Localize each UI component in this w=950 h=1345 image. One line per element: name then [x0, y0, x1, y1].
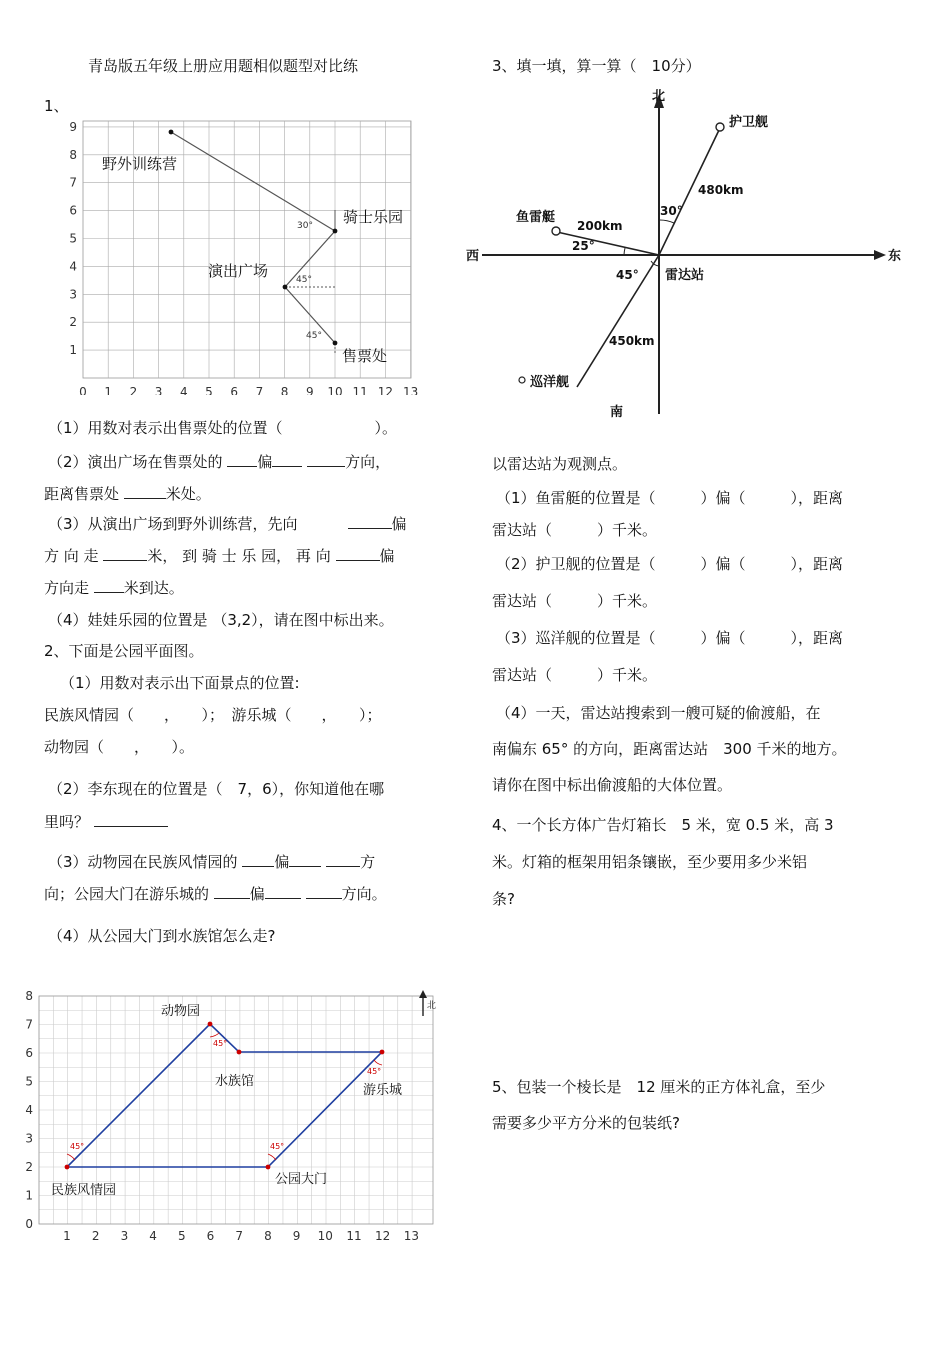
angle-45-label: 45°: [616, 268, 639, 282]
y-tick: 9: [69, 119, 77, 134]
y-tick: 2: [69, 315, 77, 330]
amusement-label: 游乐城: [363, 1083, 403, 1098]
east-arrow-icon: [874, 250, 886, 260]
blank[interactable]: [306, 884, 342, 899]
page-title: 青岛版五年级上册应用题相似题型对比练: [88, 57, 359, 75]
q4-line3: 条?: [492, 890, 515, 908]
x-tick: 10: [327, 385, 343, 395]
q1-sub2-cont: 距离售票处 米处。: [44, 485, 211, 503]
east-label: 东: [888, 249, 902, 264]
radar-label: 雷达站: [665, 268, 705, 283]
frigate-point: [716, 123, 724, 131]
zoo-point: [208, 1022, 213, 1027]
torpedo-point: [552, 227, 560, 235]
q3-sub1: （1）鱼雷艇的位置是（ ）偏（ ），距离: [496, 489, 844, 507]
x-tick: 1: [104, 385, 113, 395]
plaza-point: [283, 285, 288, 290]
distance-450-label: 450km: [609, 334, 655, 348]
blank[interactable]: [289, 852, 321, 867]
q5-line2: 需要多少平方分米的包装纸?: [492, 1114, 680, 1132]
north-label: 北: [652, 89, 666, 104]
q2-sub4: （4）从公园大门到水族馆怎么走?: [48, 927, 276, 945]
blank[interactable]: [124, 484, 166, 499]
blank[interactable]: [103, 546, 147, 561]
x-tick: 11: [352, 385, 368, 395]
distance-480-label: 480km: [698, 183, 744, 197]
gate-label: 公园大门: [275, 1172, 328, 1187]
knight-point: [333, 229, 338, 234]
q1-sub2: （2）演出广场在售票处的 偏 方向，: [48, 453, 391, 471]
y-tick: 6: [25, 1046, 33, 1060]
q3-sub1b: 雷达站（ ）千米。: [492, 521, 658, 539]
angle-amusement: 45°: [367, 1067, 382, 1076]
aquarium-label: 水族馆: [215, 1074, 255, 1089]
x-tick: 7: [255, 385, 264, 395]
q5-line1: 5、包装一个棱长是 12 厘米的正方体礼盒，至少: [492, 1078, 826, 1096]
x-tick: 5: [205, 385, 213, 395]
blank[interactable]: [336, 546, 380, 561]
x-tick: 8: [264, 1229, 272, 1243]
y-tick: 4: [25, 1103, 33, 1117]
ticket-point: [333, 341, 338, 346]
q3-sub4c: 请你在图中标出偷渡船的大体位置。: [492, 776, 733, 794]
angle-30-label: 30°: [660, 204, 683, 218]
torpedo-label: 鱼雷艇: [516, 210, 556, 225]
west-label: 西: [466, 249, 480, 264]
blank[interactable]: [94, 578, 124, 593]
x-tick: 2: [129, 385, 138, 395]
blank[interactable]: [214, 884, 250, 899]
angle-folk: 45°: [70, 1142, 85, 1151]
q2-sub3: （3）动物园在民族风情园的 偏 方: [48, 853, 376, 871]
cruiser-point: [519, 377, 525, 383]
x-tick: 13: [403, 1229, 420, 1243]
angle-zoo: 45°: [213, 1039, 228, 1048]
camp-point: [169, 130, 174, 135]
gate-point: [266, 1165, 271, 1170]
q1-number: 1、: [44, 97, 69, 115]
y-tick: 3: [69, 287, 77, 302]
x-tick: 2: [91, 1229, 100, 1243]
q4-line2: 米。灯箱的框架用铝条镶嵌，至少要用多少米铝: [492, 853, 808, 871]
blank[interactable]: [265, 884, 301, 899]
y-tick: 0: [25, 1217, 33, 1231]
aquarium-point: [237, 1050, 242, 1055]
q3-title: 3、填一填，算一算（ 10分）: [492, 57, 701, 75]
y-tick: 1: [25, 1188, 33, 1203]
angle-45a-label: 45°: [296, 275, 312, 285]
q3-sub4b: 南偏东 65° 的方向，距离雷达站 300 千米的地方。: [492, 740, 847, 758]
x-tick: 3: [120, 1229, 129, 1243]
x-tick: 9: [305, 385, 314, 395]
q2-sub2b: 里吗？: [44, 812, 168, 832]
south-label: 南: [610, 405, 624, 420]
camp-label: 野外训练营: [102, 155, 178, 173]
ticket-label: 售票处: [342, 347, 388, 365]
knight-label: 骑士乐园: [343, 208, 404, 226]
q2-sub1a: 民族风情园（ ， ）； 游乐城（ ， ）；: [44, 706, 382, 724]
q2-sub3b: 向；公园大门在游乐城的 偏 方向。: [44, 885, 387, 903]
y-tick: 7: [25, 1017, 33, 1032]
q3-sub3b: 雷达站（ ）千米。: [492, 666, 658, 684]
x-tick: 3: [154, 385, 163, 395]
y-tick: 5: [69, 231, 77, 246]
distance-200-label: 200km: [577, 219, 623, 233]
blank[interactable]: [348, 514, 392, 529]
blank[interactable]: [227, 452, 257, 467]
x-tick: 12: [377, 385, 394, 395]
y-tick: 6: [69, 203, 77, 218]
plaza-label: 演出广场: [208, 262, 269, 280]
q1-sub1: （1）用数对表示出售票处的位置（ ）。: [48, 419, 398, 437]
y-tick: 4: [69, 259, 77, 274]
frigate-label: 护卫舰: [729, 115, 769, 130]
cruiser-label: 巡洋舰: [530, 375, 570, 390]
x-tick: 9: [292, 1229, 301, 1243]
y-tick: 8: [25, 989, 33, 1003]
q3-sub4: （4）一天，雷达站搜索到一艘可疑的偷渡船，在: [496, 704, 821, 722]
angle-gate: 45°: [270, 1142, 285, 1151]
x-tick: 0: [79, 385, 87, 395]
blank[interactable]: [307, 452, 345, 467]
x-tick: 1: [63, 1229, 71, 1243]
y-tick: 2: [25, 1160, 33, 1174]
amusement-point: [380, 1050, 385, 1055]
y-tick: 3: [25, 1131, 33, 1146]
q3-intro: 以雷达站为观测点。: [492, 455, 628, 473]
angle-45b-label: 45°: [306, 331, 322, 341]
q2-sub1: （1）用数对表示出下面景点的位置:: [60, 674, 300, 692]
north-arrow-icon: [419, 990, 427, 998]
blank[interactable]: [242, 852, 274, 867]
y-tick: 1: [69, 343, 77, 358]
q1-sub3: （3）从演出广场到野外训练营，先向 偏: [48, 515, 407, 533]
folk-label: 民族风情园: [51, 1183, 117, 1198]
x-tick: 7: [235, 1229, 244, 1243]
x-tick: 4: [149, 1229, 157, 1243]
angle-30-label: 30°: [297, 221, 313, 231]
q1-sub4: （4）娃娃乐园的位置是 （3,2），请在图中标出来。: [48, 611, 394, 629]
blank[interactable]: [326, 852, 360, 867]
angle-25-label: 25°: [572, 239, 595, 253]
q3-sub2: （2）护卫舰的位置是（ ）偏（ ），距离: [496, 555, 844, 573]
y-tick: 8: [69, 147, 77, 162]
q1-sub3-end: 方向走 米到达。: [44, 579, 184, 597]
zoo-label: 动物园: [161, 1004, 201, 1019]
blank[interactable]: [94, 812, 168, 827]
q2-sub1b: 动物园（ ， ）。: [44, 738, 195, 756]
x-tick: 10: [317, 1229, 333, 1243]
x-tick: 6: [206, 1229, 215, 1243]
x-tick: 12: [375, 1229, 391, 1243]
q2-sub2: （2）李东现在的位置是（ 7，6），你知道他在哪: [48, 780, 385, 798]
x-tick: 8: [280, 385, 289, 395]
north-label: 北: [427, 1001, 437, 1011]
blank[interactable]: [272, 452, 302, 467]
folk-point: [65, 1165, 70, 1170]
q1-route: [171, 132, 335, 343]
x-tick: 5: [177, 1229, 186, 1243]
y-tick: 7: [69, 175, 77, 190]
q2-park-map: [15, 988, 445, 1248]
q2-title: 2、下面是公园平面图。: [44, 642, 204, 660]
x-tick: 4: [179, 385, 188, 395]
x-tick: 6: [230, 385, 239, 395]
y-tick: 5: [25, 1074, 33, 1089]
q1-sub3-cont: 方 向 走 米， 到 骑 士 乐 园， 再 向 偏: [44, 547, 395, 565]
x-tick: 13: [402, 385, 419, 395]
q4-line1: 4、一个长方体广告灯箱长 5 米，宽 0.5 米，高 3: [492, 816, 834, 834]
q3-sub3: （3）巡洋舰的位置是（ ）偏（ ），距离: [496, 629, 844, 647]
q1-grid-chart: [60, 110, 430, 395]
q3-radar-diagram: [462, 84, 912, 420]
x-tick: 11: [346, 1229, 362, 1243]
q3-sub2b: 雷达站（ ）千米。: [492, 592, 658, 610]
